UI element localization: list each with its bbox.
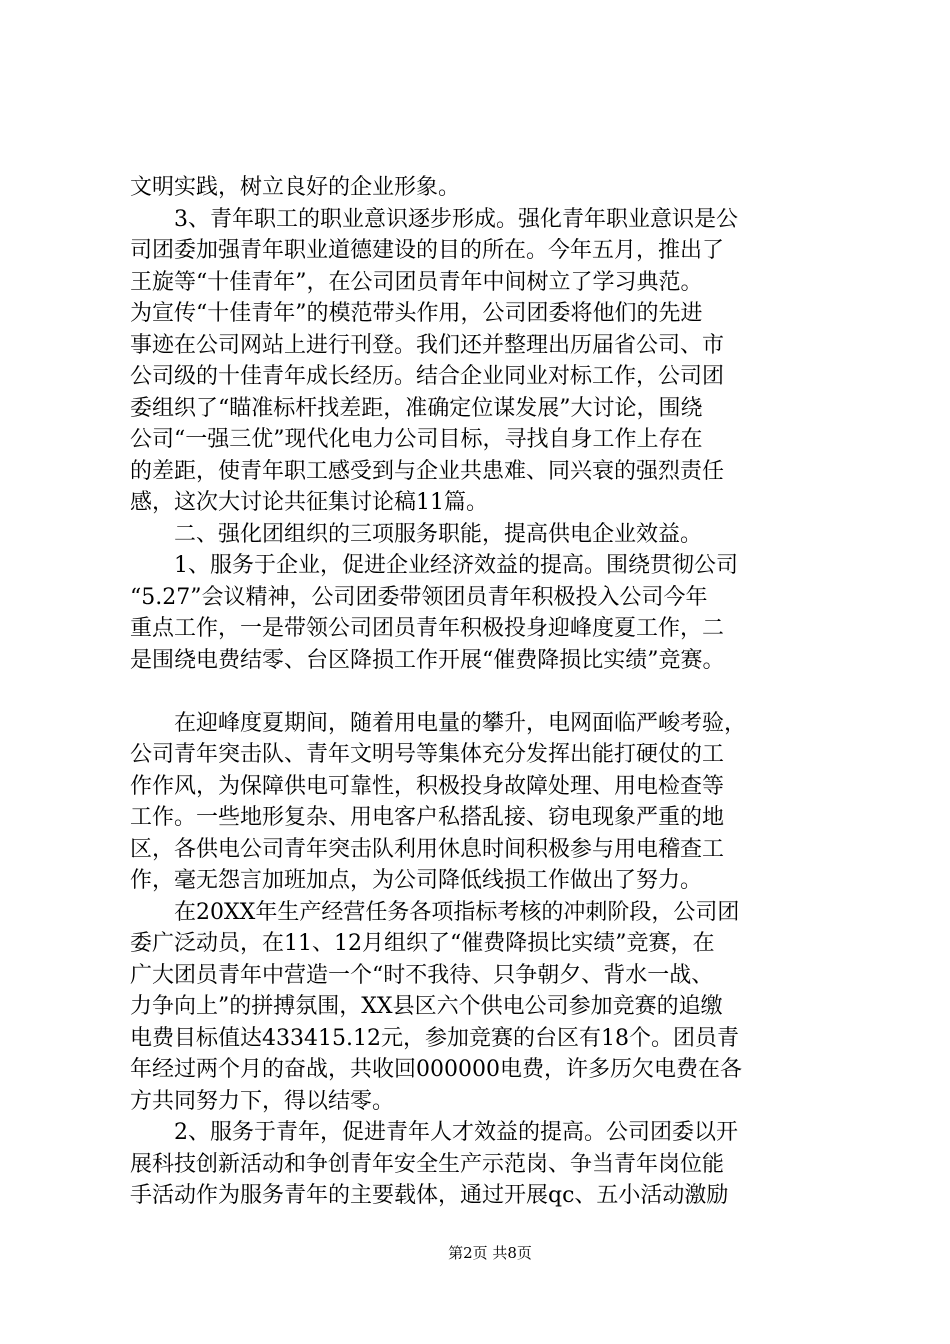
text-line: “5.27”会议精神，公司团委带领团员青年积极投入公司今年 [130, 584, 708, 610]
blank-line [130, 676, 850, 708]
text-line: 3、青年职工的职业意识逐步形成。强化青年职业意识是公 [174, 206, 738, 232]
text-line: 手活动作为服务青年的主要载体，通过开展qc、五小活动激励 [130, 1183, 729, 1208]
text-line: 的差距，使青年职工感受到与企业共患难、同兴衰的强烈责任 [130, 458, 725, 484]
text-line: 在20XX年生产经营任务各项指标考核的冲刺阶段，公司团 [174, 899, 740, 925]
page-footer: 第2页 共8页 [448, 1244, 532, 1262]
text-line: 展科技创新活动和争创青年安全生产示范岗、争当青年岗位能 [130, 1151, 725, 1177]
text-line: 为宣传“十佳青年”的模范带头作用，公司团委将他们的先进 [130, 301, 703, 326]
text-line: 方共同努力下，得以结零。 [130, 1088, 395, 1114]
text-line: 作，毫无怨言加班加点，为公司降低线损工作做出了努力。 [130, 868, 703, 893]
body-text [130, 172, 850, 1212]
text-line: 工作。一些地形复杂、用电客户私搭乱接、窃电现象严重的地 [130, 805, 725, 830]
text-line: 感，这次大讨论共征集讨论稿11篇。 [130, 490, 488, 515]
text-line: 文明实践，树立良好的企业形象。 [130, 175, 461, 200]
text-line: 力争向上”的拼搏氛围，XX县区六个供电公司参加竞赛的追缴 [130, 994, 723, 1019]
text-line: 王旋等“十佳青年”，在公司团员青年中间树立了学习典范。 [130, 269, 703, 295]
document-page [130, 0, 850, 1344]
text-line: 区，各供电公司青年突击队利用休息时间积极参与用电稽查工 [130, 836, 725, 862]
text-line: 1、服务于企业，促进企业经济效益的提高。围绕贯彻公司 [174, 553, 738, 578]
text-line: 事迹在公司网站上进行刊登。我们还并整理出历届省公司、市 [130, 332, 725, 358]
text-line: 委广泛动员，在11、12月组织了“催费降损比实绩”竞赛，在 [130, 931, 715, 956]
text-line: 在迎峰度夏期间，随着用电量的攀升，电网面临严峻考验， [174, 710, 747, 736]
text-line: 二、强化团组织的三项服务职能，提高供电企业效益。 [174, 521, 703, 547]
text-line: 电费目标值达433415.12元，参加竞赛的台区有18个。团员青 [130, 1025, 739, 1051]
text-line: 2、服务于青年，促进青年人才效益的提高。公司团委以开 [174, 1120, 738, 1145]
text-line: 公司“一强三优”现代化电力公司目标，寻找自身工作上存在 [130, 427, 703, 452]
text-line: 司团委加强青年职业道德建设的目的所在。今年五月，推出了 [130, 238, 725, 263]
text-line: 广大团员青年中营造一个“时不我待、只争朝夕、背水一战、 [130, 962, 714, 988]
text-line: 公司青年突击队、青年文明号等集体充分发挥出能打硬仗的工 [130, 742, 725, 767]
text-line: 是围绕电费结零、台区降损工作开展“催费降损比实绩”竞赛。 [130, 647, 725, 673]
text-line: 重点工作，一是带领公司团员青年积极投身迎峰度夏工作，二 [130, 616, 725, 641]
text-line: 年经过两个月的奋战，共收回000000电费，许多历欠电费在各 [130, 1057, 742, 1082]
text-line: 作作风，为保障供电可靠性，积极投身故障处理、用电检查等 [130, 773, 725, 799]
text-line: 委组织了“瞄准标杆找差距，准确定位谋发展”大讨论，围绕 [130, 395, 703, 421]
text-line: 公司级的十佳青年成长经历。结合企业同业对标工作，公司团 [130, 364, 725, 389]
